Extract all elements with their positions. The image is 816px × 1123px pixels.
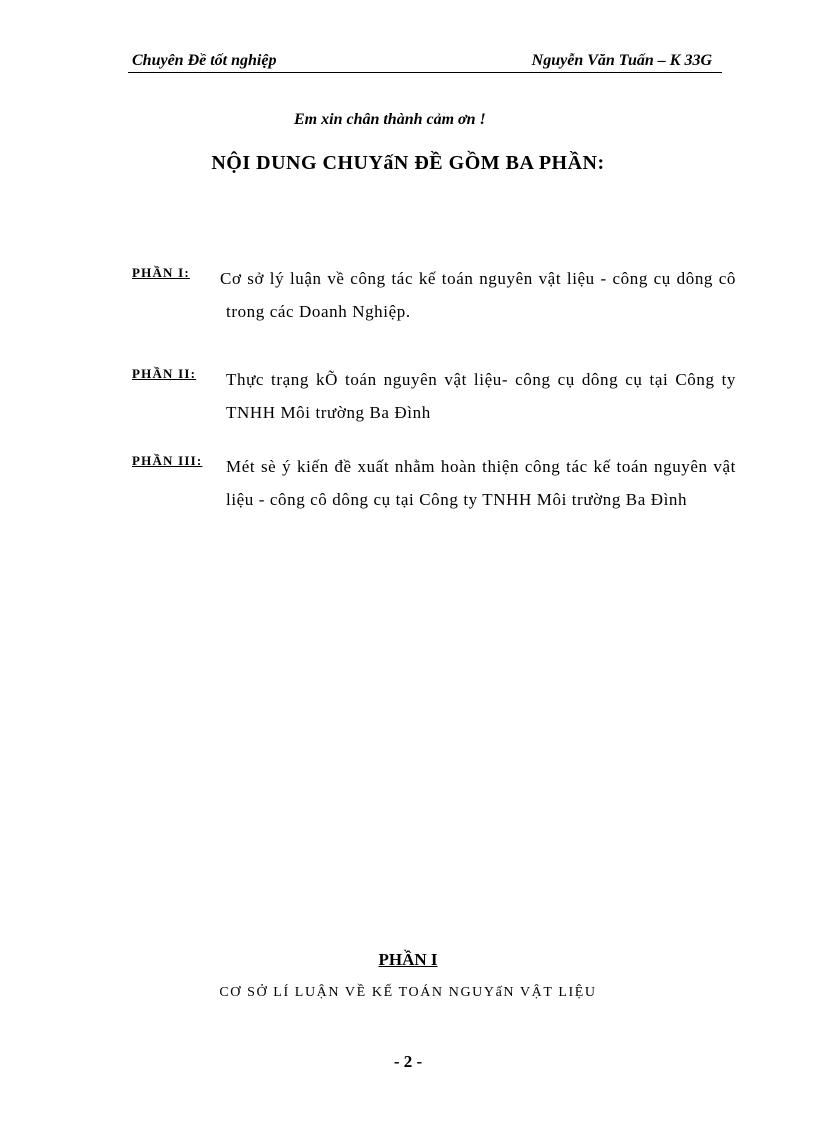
header-rule xyxy=(128,72,722,73)
header-title: Chuyên Đề tốt nghiệp xyxy=(132,52,277,69)
part-text: Thực trạng kÕ toán nguyên vật liệu- công cụ dông cụ tại Công ty TNHH Môi trường Ba Đình xyxy=(226,370,736,422)
thanks-line: Em xin chân thành cảm ơn ! xyxy=(294,111,486,128)
part-label: PHẦN III: xyxy=(132,453,203,468)
page-number: - 2 - xyxy=(393,1052,423,1071)
section-heading xyxy=(0,950,816,970)
part-label: PHẦN I: xyxy=(132,265,190,280)
header-author: Nguyễn Văn Tuấn – K 33G xyxy=(531,52,712,69)
section-heading-text: PHẦN I xyxy=(378,950,438,969)
part-item xyxy=(132,262,736,328)
content-title: NỘI DUNG CHUYấN ĐỀ GỒM BA PHẦN: xyxy=(211,152,605,174)
part-item xyxy=(132,450,736,516)
part-item xyxy=(132,363,736,429)
part-text: Mét sè ý kiến đề xuất nhằm hoàn thiện công tác kế toán nguyên vật liệu - công cô dông cụ tại Công ty TNHH Môi trường Ba Đình xyxy=(226,457,736,509)
part-text: Cơ sở lý luận về công tác kế toán nguyên vật liệu - công cụ dông cô trong các Doanh Nghiệp. xyxy=(220,269,736,321)
section-subheading: CƠ SỞ LÍ LUẬN VỀ KẾ TOÁN NGUYấN VẬT LIỆU xyxy=(219,985,597,1000)
part-label: PHẦN II: xyxy=(132,366,197,381)
page-header xyxy=(128,52,722,74)
